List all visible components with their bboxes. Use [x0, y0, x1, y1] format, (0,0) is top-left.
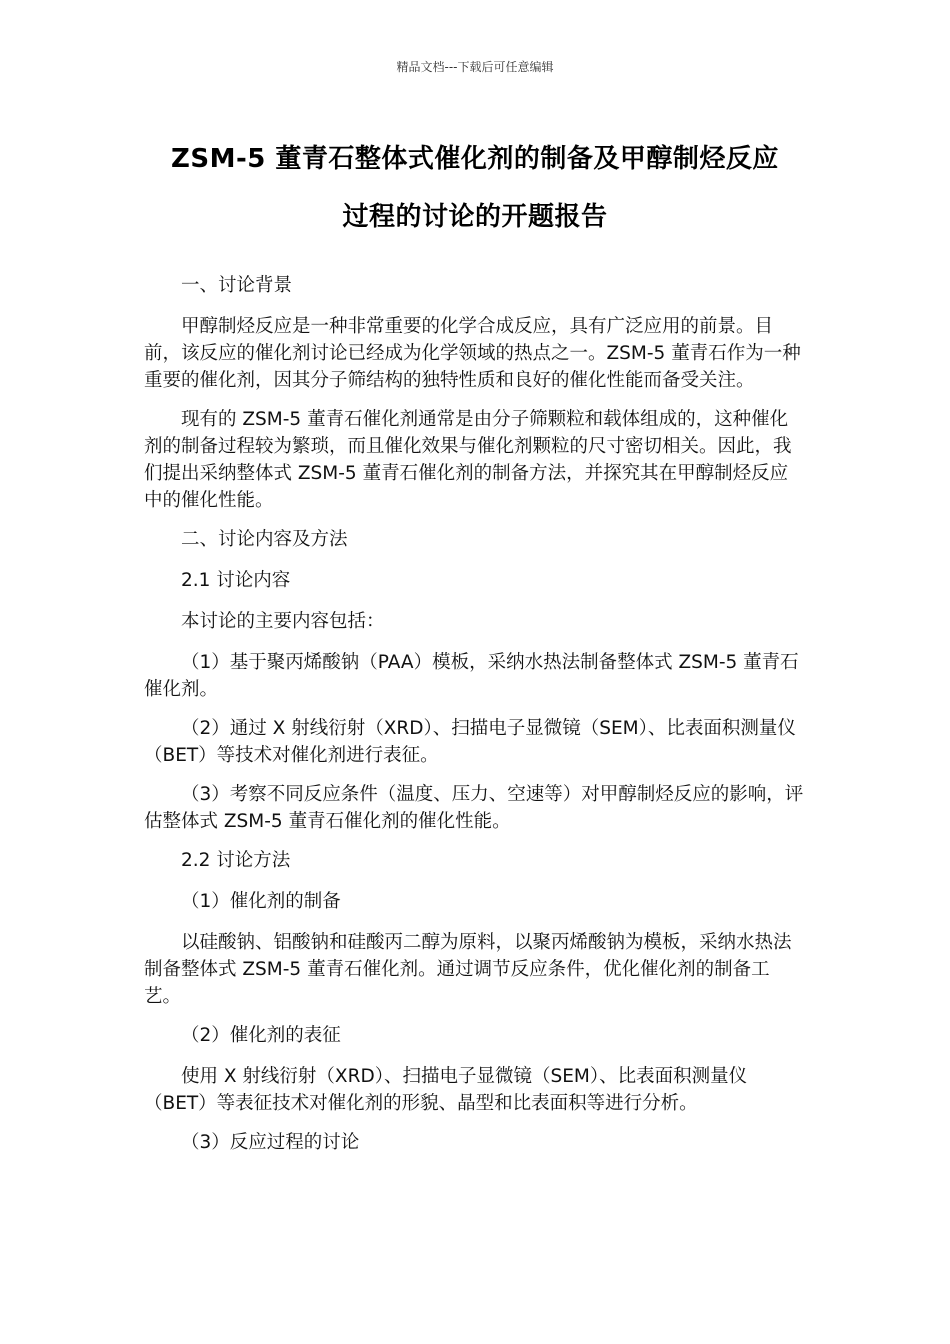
- document-title-line-1: ZSM-5 董青石整体式催化剂的制备及甲醇制烃反应: [171, 144, 779, 174]
- section-heading-content-method: 二、讨论内容及方法: [181, 529, 348, 550]
- subsection-heading-method: 2.2 讨论方法: [181, 850, 291, 871]
- method-heading-characterization: （2）催化剂的表征: [181, 1025, 341, 1046]
- paragraph-background-2: 现有的 ZSM-5 董青石催化剂通常是由分子筛颗粒和载体组成的，这种催化剂的制备过程较为繁琐，而且催化效果与催化剂颗粒的尺寸密切相关。因此，我们提出采纳整体式 ZSM-5 董青石催化剂的制备方法，并探究其在甲醇制烃反应中的催化性能。: [144, 409, 792, 511]
- page-header-note: 精品文档---下载后可任意编辑: [396, 60, 554, 74]
- subsection-heading-content: 2.1 讨论内容: [181, 570, 291, 591]
- document-title-line-2: 过程的讨论的开题报告: [342, 202, 608, 232]
- paragraph-method-preparation: 以硅酸钠、铝酸钠和硅酸丙二醇为原料，以聚丙烯酸钠为模板，采纳水热法制备整体式 ZSM-5 董青石催化剂。通过调节反应条件，优化催化剂的制备工艺。: [144, 932, 792, 1007]
- method-heading-reaction: （3）反应过程的讨论: [181, 1132, 360, 1153]
- section-heading-background: 一、讨论背景: [181, 275, 293, 296]
- paragraph-method-characterization: 使用 X 射线衍射（XRD）、扫描电子显微镜（SEM）、比表面积测量仪（BET）等表征技术对催化剂的形貌、晶型和比表面积等进行分析。: [144, 1066, 748, 1114]
- list-item-content-2: （2）通过 X 射线衍射（XRD）、扫描电子显微镜（SEM）、比表面积测量仪（BET）等技术对催化剂进行表征。: [144, 718, 796, 766]
- list-item-content-1: （1）基于聚丙烯酸钠（PAA）模板，采纳水热法制备整体式 ZSM-5 董青石催化剂。: [144, 652, 799, 700]
- document-body: [144, 272, 806, 1170]
- method-heading-preparation: （1）催化剂的制备: [181, 891, 341, 912]
- paragraph-background-1: 甲醇制烃反应是一种非常重要的化学合成反应，具有广泛应用的前景。目前，该反应的催化剂讨论已经成为化学领域的热点之一。ZSM-5 董青石作为一种重要的催化剂，因其分子筛结构的独特性质和良好的催化性能而备受关注。: [144, 316, 801, 391]
- list-item-content-3: （3）考察不同反应条件（温度、压力、空速等）对甲醇制烃反应的影响，评估整体式 ZSM-5 董青石催化剂的催化性能。: [144, 784, 804, 832]
- paragraph-content-intro: 本讨论的主要内容包括：: [181, 611, 385, 632]
